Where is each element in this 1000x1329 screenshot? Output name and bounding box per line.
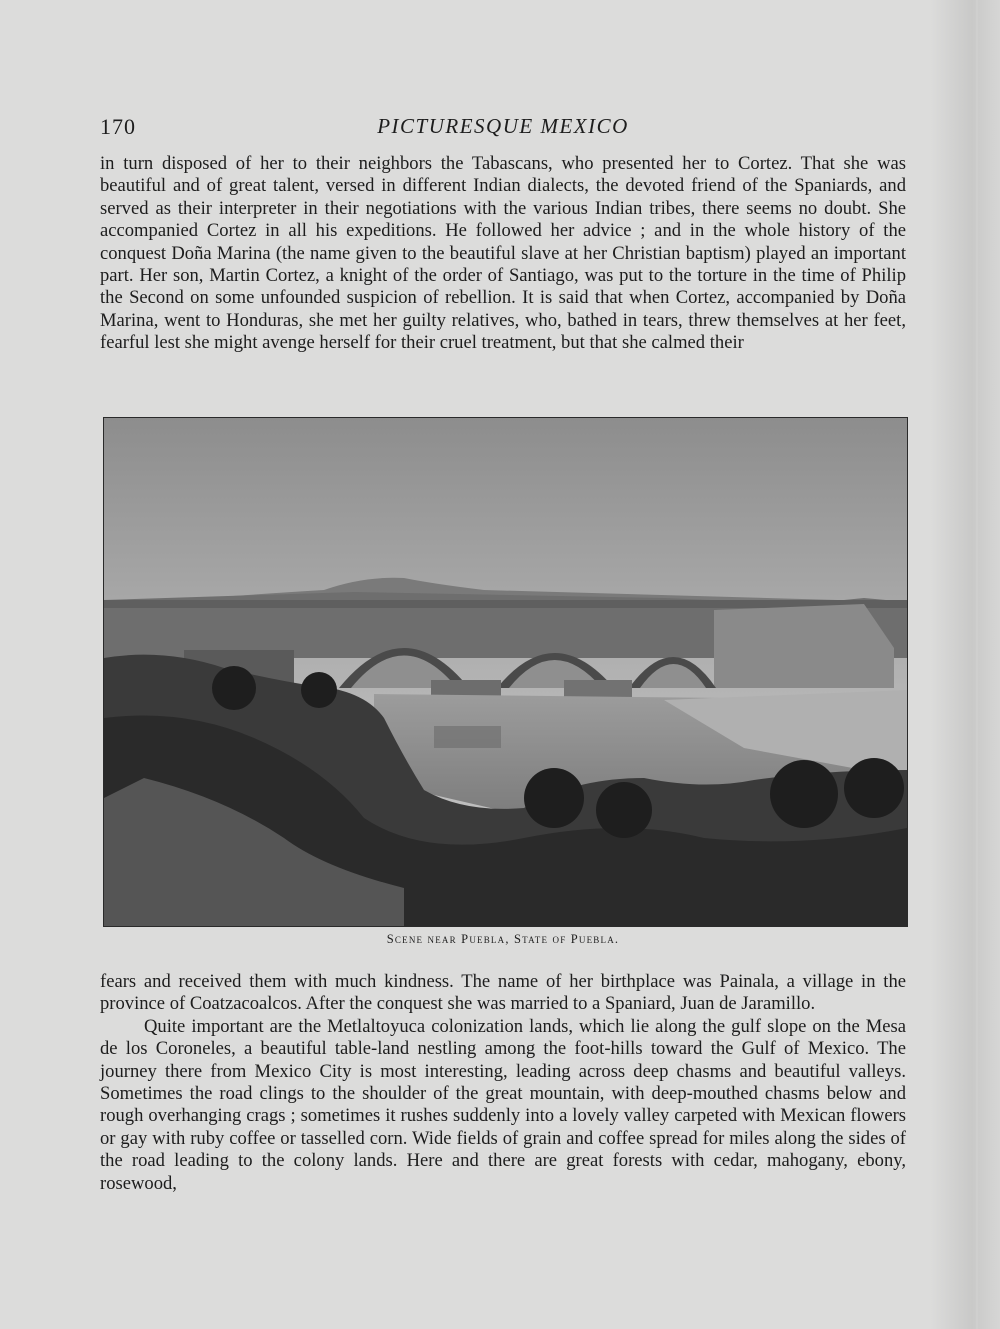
bridge-photograph xyxy=(103,417,908,927)
paragraph: Quite important are the Metlaltoyuca colonization lands, which lie along the gulf slope on the Mesa de los Coroneles, a beautiful table-land nestling among the foot-hills toward the Gulf of Mexico. The journey there from Mexico City is most interesting, leading across deep chasms and beautiful valleys. Sometimes the road clings to the shoulder of the great mountain, with deep-mouthed chasms below and rough overhanging crags ; sometimes it rushes suddenly into a lovely valley carpeted with Mexican flowers or gay with ruby coffee or tasselled corn. Wide fields of grain and coffee spread for miles along the sides of the road leading to the colony lands. Here and there are great forests with cedar, mahogany, ebony, rosewood, xyxy=(100,1015,906,1194)
bridge-scene-illustration xyxy=(104,418,907,926)
figure-caption: Scene near Puebla, State of Puebla. xyxy=(386,932,620,946)
running-title: PICTURESQUE MEXICO xyxy=(377,114,629,138)
page-edge-line xyxy=(976,0,978,1329)
paragraph: in turn disposed of her to their neighbors the Tabascans, who presented her to Cortez. That she was beautiful and of great talent, versed in different Indian dialects, the devoted friend of the Spaniards, and served as their interpreter in their negotiations with the various Indian tribes, there seems no doubt. She accompanied Cortez in all his expeditions. He followed her advice ; and in the whole history of the conquest Doña Marina (the name given to the beautiful slave at her Christian baptism) played an important part. Her son, Martin Cortez, a knight of the order of Santiago, was put to the torture in the time of Philip the Second on some unfounded suspicion of rebellion. It is said that when Cortez, accompanied by Doña Marina, went to Honduras, she met her guilty relatives, who, bathed in tears, threw themselves at her feet, fearful lest she might avenge herself for their cruel treatment, but that she calmed their xyxy=(100,153,906,354)
page-header xyxy=(100,114,906,144)
paragraph: fears and received them with much kindness. The name of her birthplace was Painala, a village in the province of Coatzacoalcos. After the conquest she was married to a Spaniard, Juan de Jaramillo. xyxy=(100,971,906,1015)
page-number: 170 xyxy=(100,114,136,139)
body-text-bottom xyxy=(100,971,906,1195)
page-edge-shadow xyxy=(930,0,1000,1329)
body-text-top xyxy=(100,153,906,355)
